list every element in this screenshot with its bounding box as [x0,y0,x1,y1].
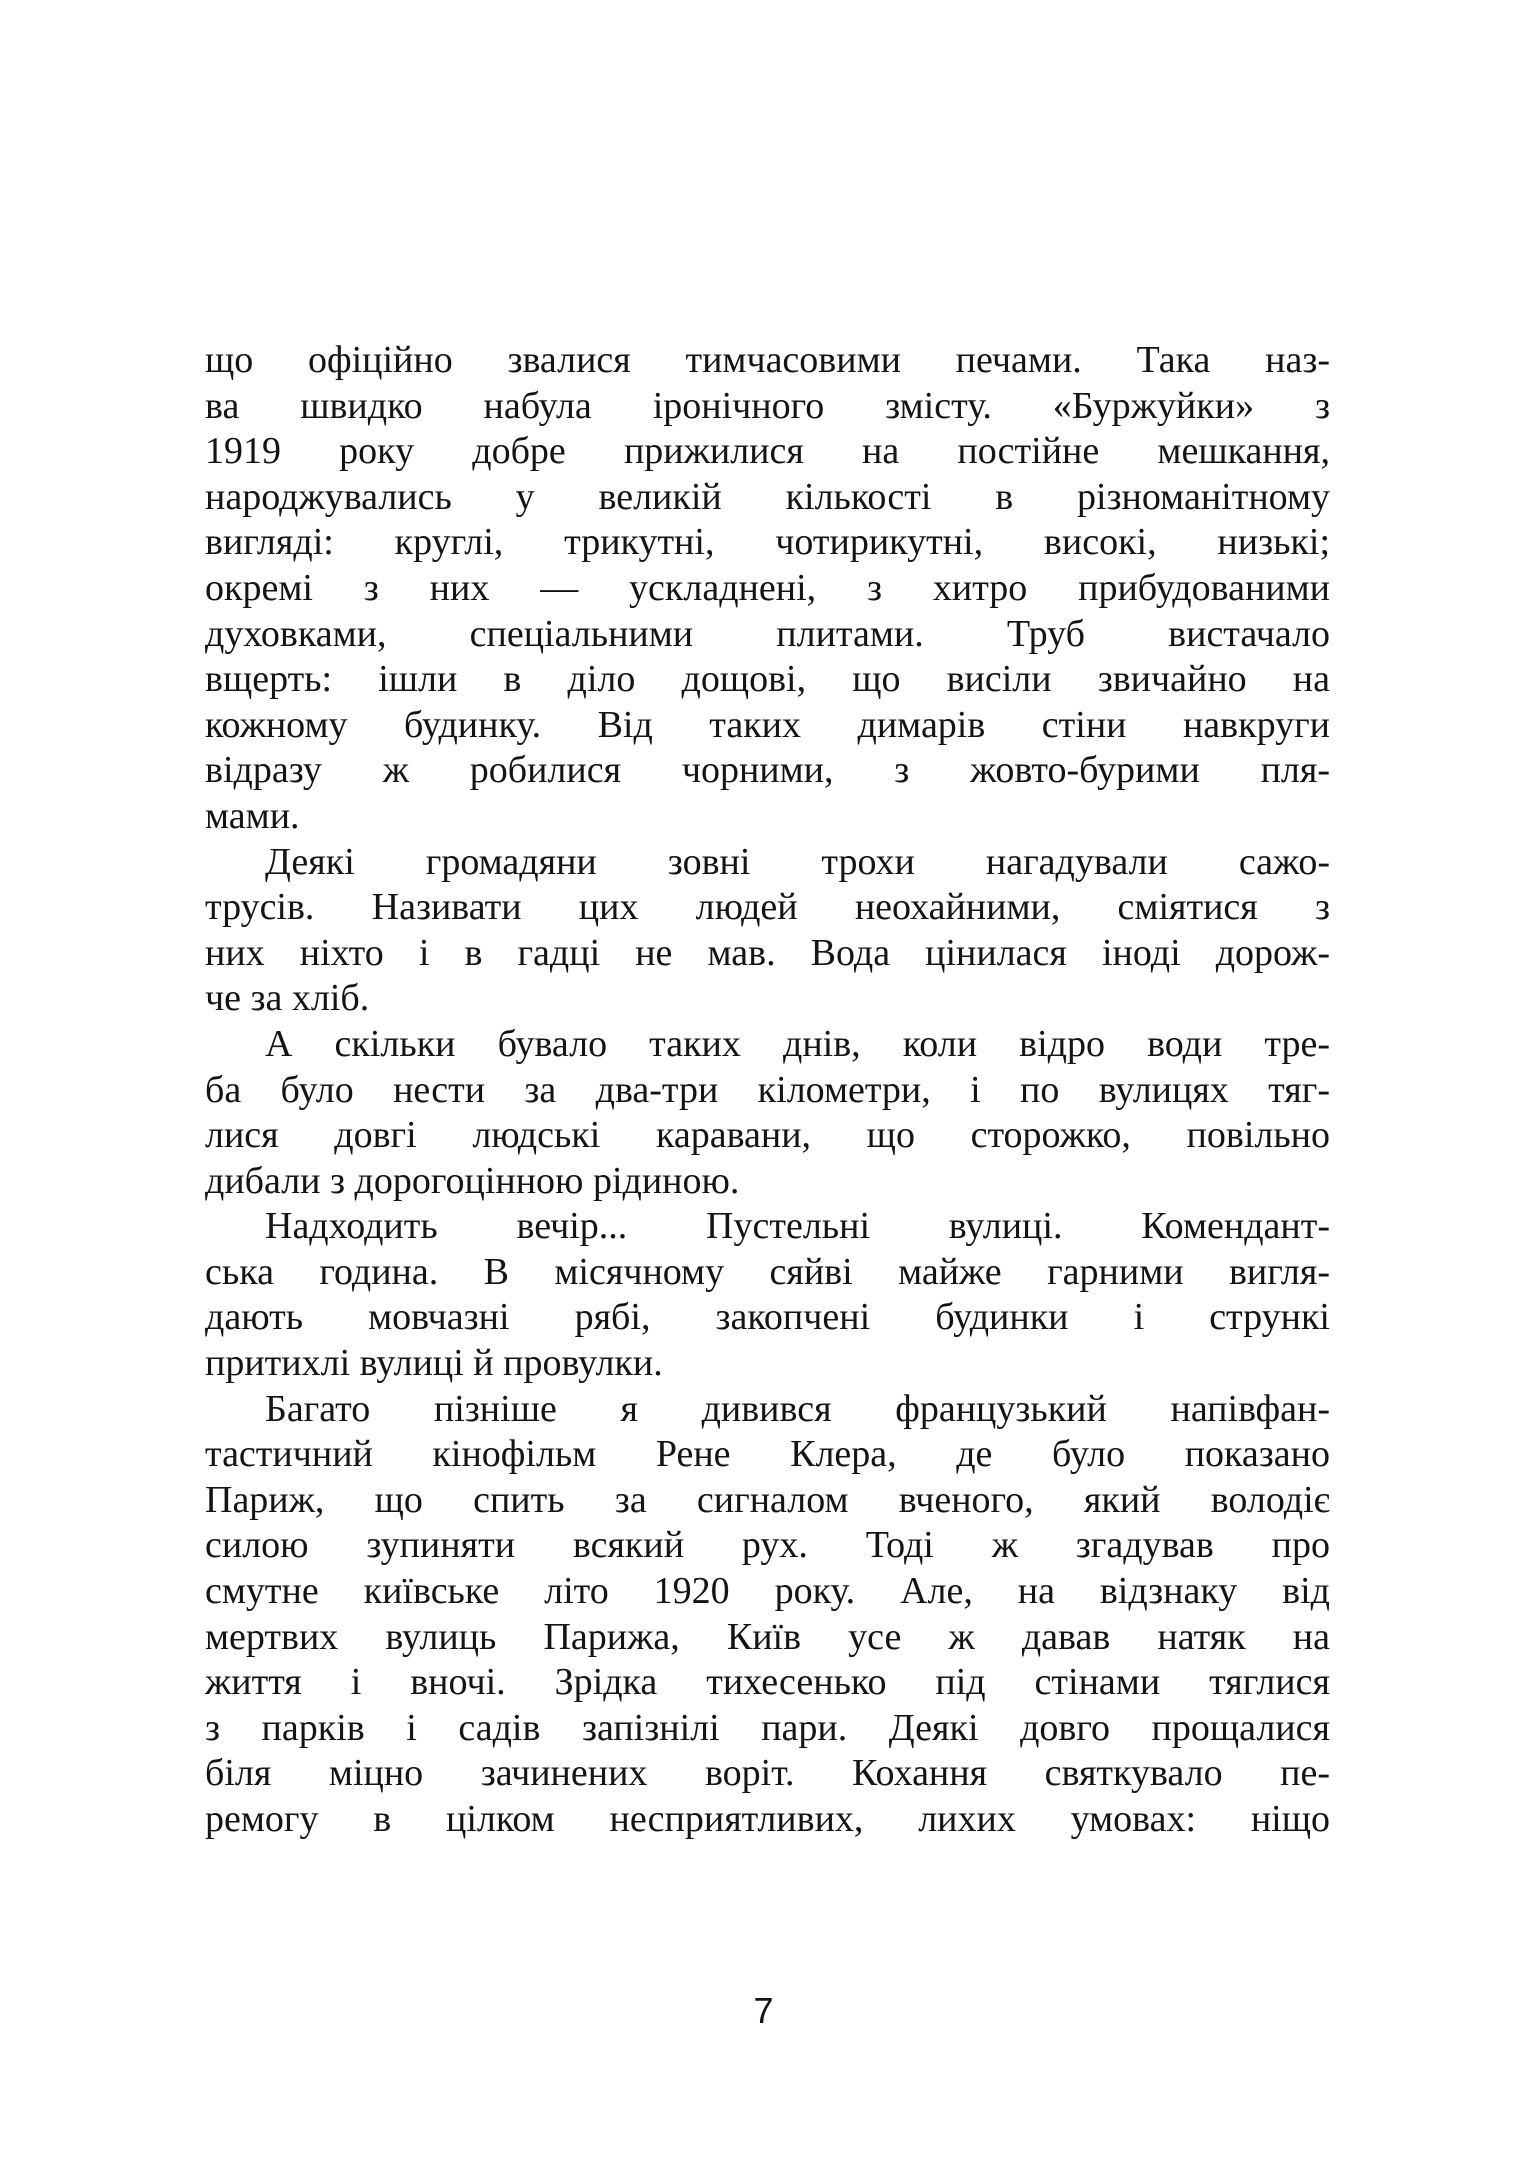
text-line: відразу ж робилися чорними, з жовто-бурими пля- [205,749,1330,792]
text-line: кожному будинку. Від таких димарів стіни навкруги [205,703,1330,746]
text-line: ремогу в цілком несприятливих, лихих умовах: ніщо [205,1798,1330,1840]
text-line: ська година. В місячному сяйві майже гарними вигля- [205,1250,1330,1293]
text-line: що офіційно звалися тимчасовими печами. Така наз- [205,339,1330,381]
text-line: смутне київське літо 1920 року. Але, на відзнаку від [205,1570,1330,1613]
text-line: тастичний кінофільм Рене Клера, де було показано [205,1433,1330,1476]
text-line: вщерть: ішли в діло дощові, що висіли звичайно на [205,658,1330,701]
text-line: біля міцно зачинених воріт. Кохання святкувало пе- [205,1752,1330,1795]
text-line: мертвих вулиць Парижа, Київ усе ж давав натяк на [205,1615,1330,1658]
text-line: притихлі вулиці й провулки. [205,1342,663,1385]
text-line: окремі з них — ускладнені, з хитро прибудованими [205,566,1330,609]
text-line: дають мовчазні рябі, закопчені будинки і стрункі [205,1296,1330,1339]
text-line: Багато пізніше я дивився французький напівфан- [265,1387,1330,1430]
body-text [205,338,1330,1843]
page-number: 7 [753,1990,774,2031]
text-line: А скільки бувало таких днів, коли відро води тре- [265,1022,1330,1065]
text-line: них ніхто і в гадці не мав. Вода цінилася іноді дорож- [205,931,1330,974]
text-line: ба було нести за два-три кілометри, і по вулицях тяг- [205,1068,1330,1111]
text-line: лися довгі людські каравани, що сторожко, повільно [205,1114,1330,1157]
text-line: 1919 року добре прижилися на постійне мешкання, [205,430,1330,473]
text-line: Надходить вечір... Пустельні вулиці. Комендант- [265,1205,1330,1248]
text-line: мами. [205,794,300,837]
text-line: вигляді: круглі, трикутні, чотирикутні, високі, низькі; [205,521,1330,564]
text-line: духовками, спеціальними плитами. Труб вистачало [205,612,1330,655]
text-line: че за хліб. [205,977,370,1020]
text-line: життя і вночі. Зрідка тихесенько під стінами тяглися [205,1661,1330,1704]
text-line: силою зупиняти всякий рух. Тоді ж згадував про [205,1524,1330,1567]
text-line: з парків і садів запізнілі пари. Деякі довго прощалися [205,1706,1330,1749]
text-line: Париж, що спить за сигналом вченого, який володіє [205,1478,1330,1521]
text-line: дибали з дорогоцінною рідиною. [205,1159,740,1202]
text-line: трусів. Називати цих людей неохайними, сміятися з [205,886,1330,929]
text-line: народжувались у великій кількості в різноманітному [205,475,1330,518]
text-line: Деякі громадяни зовні трохи нагадували сажо- [265,840,1330,883]
text-line: ва швидко набула іронічного змісту. «Буржуйки» з [205,384,1330,427]
